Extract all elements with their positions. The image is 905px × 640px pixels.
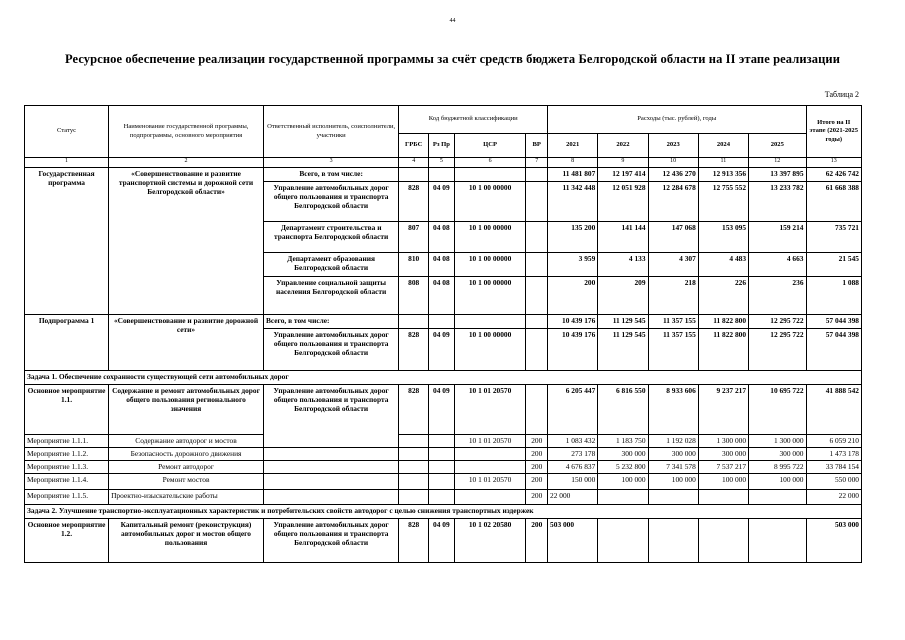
col-index: 9 — [598, 158, 648, 168]
vr: 200 — [526, 435, 548, 448]
col-index: 4 — [399, 158, 429, 168]
grbs: 810 — [399, 253, 429, 277]
value-2025: 10 695 722 — [749, 385, 806, 435]
value-2024: 100 000 — [698, 474, 748, 490]
value-2023: 147 068 — [648, 222, 698, 253]
value-2021: 503 000 — [548, 519, 598, 563]
value-2021: 11 342 448 — [548, 182, 598, 222]
col-index: 6 — [454, 158, 526, 168]
task-2: Задача 2. Улучшение транспортно-эксплуатационных характеристик и потребительских свойств автодорог с целью снижения транспортных издержек — [25, 505, 862, 519]
vr: 200 — [526, 474, 548, 490]
value-2022: 209 — [598, 277, 648, 315]
vr — [526, 182, 548, 222]
value-2023: 218 — [648, 277, 698, 315]
value-total: 6 059 210 — [806, 435, 861, 448]
value-2024: 7 537 217 — [698, 461, 748, 474]
measure-status: Мероприятие 1.1.2. — [25, 448, 109, 461]
value-2024: 1 300 000 — [698, 435, 748, 448]
value-2021: 6 205 447 — [548, 385, 598, 435]
value-2021: 200 — [548, 277, 598, 315]
gp-total-2024: 12 913 356 — [698, 168, 748, 182]
rzpr: 04 08 — [429, 222, 455, 253]
value-2022: 6 816 550 — [598, 385, 648, 435]
task-row — [25, 371, 862, 385]
grbs: 828 — [399, 329, 429, 371]
value-2024: 9 237 217 — [698, 385, 748, 435]
header-2024: 2024 — [698, 134, 748, 158]
header-status: Статус — [25, 106, 109, 158]
table-row — [25, 448, 862, 461]
executor: Управление автомобильных дорог общего пользования и транспорта Белгородской области — [263, 182, 398, 222]
csr: 10 1 01 20570 — [454, 385, 526, 435]
header-name: Наименование государственной программы, подпрограммы, основного мероприятия — [109, 106, 264, 158]
csr: 10 1 00 00000 — [454, 253, 526, 277]
value-2022: 4 133 — [598, 253, 648, 277]
value-2023: 11 357 155 — [648, 329, 698, 371]
vr — [526, 253, 548, 277]
gp-total-2023: 12 436 270 — [648, 168, 698, 182]
measure-name: Ремонт мостов — [109, 474, 264, 490]
value-2024: 12 755 552 — [698, 182, 748, 222]
csr — [454, 490, 526, 505]
header-2021: 2021 — [548, 134, 598, 158]
value-2022 — [598, 490, 648, 505]
table-row — [25, 474, 862, 490]
om11-name: Содержание и ремонт автомобильных дорог общего пользования регионального значения — [109, 385, 264, 435]
rzpr: 04 09 — [429, 329, 455, 371]
vr: 200 — [526, 490, 548, 505]
value-total: 735 721 — [806, 222, 861, 253]
value-total: 33 784 154 — [806, 461, 861, 474]
header-2025: 2025 — [749, 134, 806, 158]
grbs: 807 — [399, 222, 429, 253]
header-expenses-group: Расходы (тыс. рублей), годы — [548, 106, 806, 134]
om12-executor: Управление автомобильных дорог общего пользования и транспорта Белгородской области — [263, 519, 398, 563]
vr: 200 — [526, 448, 548, 461]
resource-table — [24, 105, 862, 563]
header-vr: ВР — [526, 134, 548, 158]
measure-status: Мероприятие 1.1.4. — [25, 474, 109, 490]
csr: 10 1 01 20570 — [454, 474, 526, 490]
col-index: 3 — [263, 158, 398, 168]
header-rzpr: Рз Пр — [429, 134, 455, 158]
csr: 10 1 00 00000 — [454, 222, 526, 253]
col-index: 5 — [429, 158, 455, 168]
value-2025: 8 995 722 — [749, 461, 806, 474]
value-2021: 3 959 — [548, 253, 598, 277]
executor: Департамент образования Белгородской области — [263, 253, 398, 277]
value-2022: 100 000 — [598, 474, 648, 490]
header-2022: 2022 — [598, 134, 648, 158]
value-2021: 273 178 — [548, 448, 598, 461]
value-2023 — [648, 490, 698, 505]
value-2022 — [598, 519, 648, 563]
value-2023: 100 000 — [648, 474, 698, 490]
csr: 10 1 00 00000 — [454, 182, 526, 222]
measure-status: Мероприятие 1.1.5. — [25, 490, 109, 505]
sp-name: «Совершенствование и развитие дорожной сети» — [109, 315, 264, 371]
value-2025: 13 233 782 — [749, 182, 806, 222]
value-2025: 300 000 — [749, 448, 806, 461]
value-2025 — [749, 519, 806, 563]
value-2021: 1 083 432 — [548, 435, 598, 448]
grbs: 828 — [399, 182, 429, 222]
value-2023: 7 341 578 — [648, 461, 698, 474]
col-index: 7 — [526, 158, 548, 168]
measure-status: Мероприятие 1.1.3. — [25, 461, 109, 474]
csr — [454, 448, 526, 461]
gp-total-label: Всего, в том числе: — [263, 168, 398, 182]
value-2024: 11 822 800 — [698, 329, 748, 371]
value-total: 61 668 388 — [806, 182, 861, 222]
value-2023: 300 000 — [648, 448, 698, 461]
value-2021: 150 000 — [548, 474, 598, 490]
csr: 10 1 01 20570 — [454, 435, 526, 448]
table-row — [25, 435, 862, 448]
rzpr: 04 08 — [429, 277, 455, 315]
table-row — [25, 519, 862, 563]
header-total: Итого на II этапе (2021-2025 годы) — [806, 106, 861, 158]
col-index: 2 — [109, 158, 264, 168]
vr — [526, 329, 548, 371]
value-total: 22 000 — [806, 490, 861, 505]
header-executor: Ответственный исполнитель, соисполнители, участники — [263, 106, 398, 158]
value-2021: 4 676 837 — [548, 461, 598, 474]
grbs: 828 — [399, 519, 429, 563]
value-2025: 12 295 722 — [749, 329, 806, 371]
value-2025 — [749, 490, 806, 505]
sp-total-2021: 10 439 176 — [548, 315, 598, 329]
grbs: 828 — [399, 385, 429, 435]
column-index-row — [25, 158, 862, 168]
value-2023 — [648, 519, 698, 563]
value-total: 1 088 — [806, 277, 861, 315]
rzpr: 04 09 — [429, 385, 455, 435]
executor: Управление автомобильных дорог общего пользования и транспорта Белгородской области — [263, 329, 398, 371]
header-code-group: Код бюджетной классификации — [399, 106, 548, 134]
value-2022: 11 129 545 — [598, 329, 648, 371]
executor: Департамент строительства и транспорта Белгородской области — [263, 222, 398, 253]
vr: 200 — [526, 519, 548, 563]
col-index: 11 — [698, 158, 748, 168]
vr — [526, 277, 548, 315]
om11-executor: Управление автомобильных дорог общего пользования и транспорта Белгородской области — [263, 385, 398, 448]
header-csr: ЦСР — [454, 134, 526, 158]
table-row — [25, 461, 862, 474]
grbs: 808 — [399, 277, 429, 315]
value-total: 21 545 — [806, 253, 861, 277]
measure-status: Мероприятие 1.1.1. — [25, 435, 109, 448]
value-2025: 159 214 — [749, 222, 806, 253]
value-2024: 300 000 — [698, 448, 748, 461]
gp-status: Государственная программа — [25, 168, 109, 315]
value-2022: 300 000 — [598, 448, 648, 461]
task-row — [25, 505, 862, 519]
table-row — [25, 168, 862, 182]
value-total: 41 888 542 — [806, 385, 861, 435]
value-2021: 10 439 176 — [548, 329, 598, 371]
gp-total-2025: 13 397 895 — [749, 168, 806, 182]
col-index: 1 — [25, 158, 109, 168]
value-total: 1 473 178 — [806, 448, 861, 461]
value-2025: 4 663 — [749, 253, 806, 277]
value-2025: 236 — [749, 277, 806, 315]
col-index: 8 — [548, 158, 598, 168]
gp-total-sum: 62 426 742 — [806, 168, 861, 182]
value-2021: 135 200 — [548, 222, 598, 253]
sp-total-2024: 11 822 800 — [698, 315, 748, 329]
value-2024: 153 095 — [698, 222, 748, 253]
gp-total-2022: 12 197 414 — [598, 168, 648, 182]
value-total: 57 044 398 — [806, 329, 861, 371]
value-2023: 4 307 — [648, 253, 698, 277]
measure-name: Содержание автодорог и мостов — [109, 435, 264, 448]
gp-total-2021: 11 481 807 — [548, 168, 598, 182]
rzpr: 04 09 — [429, 182, 455, 222]
measure-name: Ремонт автодорог — [109, 461, 264, 474]
csr: 10 1 00 00000 — [454, 329, 526, 371]
value-2021: 22 000 — [548, 490, 598, 505]
measure-name: Безопасность дорожного движения — [109, 448, 264, 461]
value-2023: 12 284 678 — [648, 182, 698, 222]
table-label: Таблица 2 — [824, 90, 859, 99]
col-index: 10 — [648, 158, 698, 168]
value-2025: 100 000 — [749, 474, 806, 490]
rzpr: 04 08 — [429, 253, 455, 277]
value-2022: 1 183 750 — [598, 435, 648, 448]
table-row — [25, 490, 862, 505]
sp-total-label: Всего, в том числе: — [263, 315, 398, 329]
value-2023: 1 192 028 — [648, 435, 698, 448]
sp-total-2023: 11 357 155 — [648, 315, 698, 329]
gp-name: «Совершенствование и развитие транспортной системы и дорожной сети Белгородской области» — [109, 168, 264, 315]
om12-name: Капитальный ремонт (реконструкция) автомобильных дорог и мостов общего пользования — [109, 519, 264, 563]
table-row — [25, 315, 862, 329]
value-2024: 4 483 — [698, 253, 748, 277]
header-grbs: ГРБС — [399, 134, 429, 158]
sp-total-2025: 12 295 722 — [749, 315, 806, 329]
value-2025: 1 300 000 — [749, 435, 806, 448]
header-2023: 2023 — [648, 134, 698, 158]
value-2022: 12 051 928 — [598, 182, 648, 222]
csr: 10 1 02 20580 — [454, 519, 526, 563]
om12-status: Основное мероприятие 1.2. — [25, 519, 109, 563]
value-total: 550 000 — [806, 474, 861, 490]
csr — [454, 461, 526, 474]
document-title: Ресурсное обеспечение реализации государственной программы за счёт средств бюджета Белгородской области на II этапе реализации — [64, 52, 841, 66]
om11-status: Основное мероприятие 1.1. — [25, 385, 109, 435]
value-2022: 5 232 800 — [598, 461, 648, 474]
sp-total-sum: 57 044 398 — [806, 315, 861, 329]
col-index: 13 — [806, 158, 861, 168]
executor: Управление социальной защиты населения Белгородской области — [263, 277, 398, 315]
value-2023: 8 933 606 — [648, 385, 698, 435]
sp-status: Подпрограмма 1 — [25, 315, 109, 371]
col-index: 12 — [749, 158, 806, 168]
task-1: Задача 1. Обеспечение сохранности существующей сети автомобильных дорог — [25, 371, 862, 385]
vr — [526, 222, 548, 253]
rzpr: 04 09 — [429, 519, 455, 563]
vr: 200 — [526, 461, 548, 474]
value-2024: 226 — [698, 277, 748, 315]
value-2022: 141 144 — [598, 222, 648, 253]
value-total: 503 000 — [806, 519, 861, 563]
vr — [526, 385, 548, 435]
sp-total-2022: 11 129 545 — [598, 315, 648, 329]
measure-name: Проектно-изыскательские работы — [109, 490, 264, 505]
value-2024 — [698, 519, 748, 563]
table-row — [25, 385, 862, 435]
csr: 10 1 00 00000 — [454, 277, 526, 315]
page-number: 44 — [449, 18, 456, 24]
value-2024 — [698, 490, 748, 505]
